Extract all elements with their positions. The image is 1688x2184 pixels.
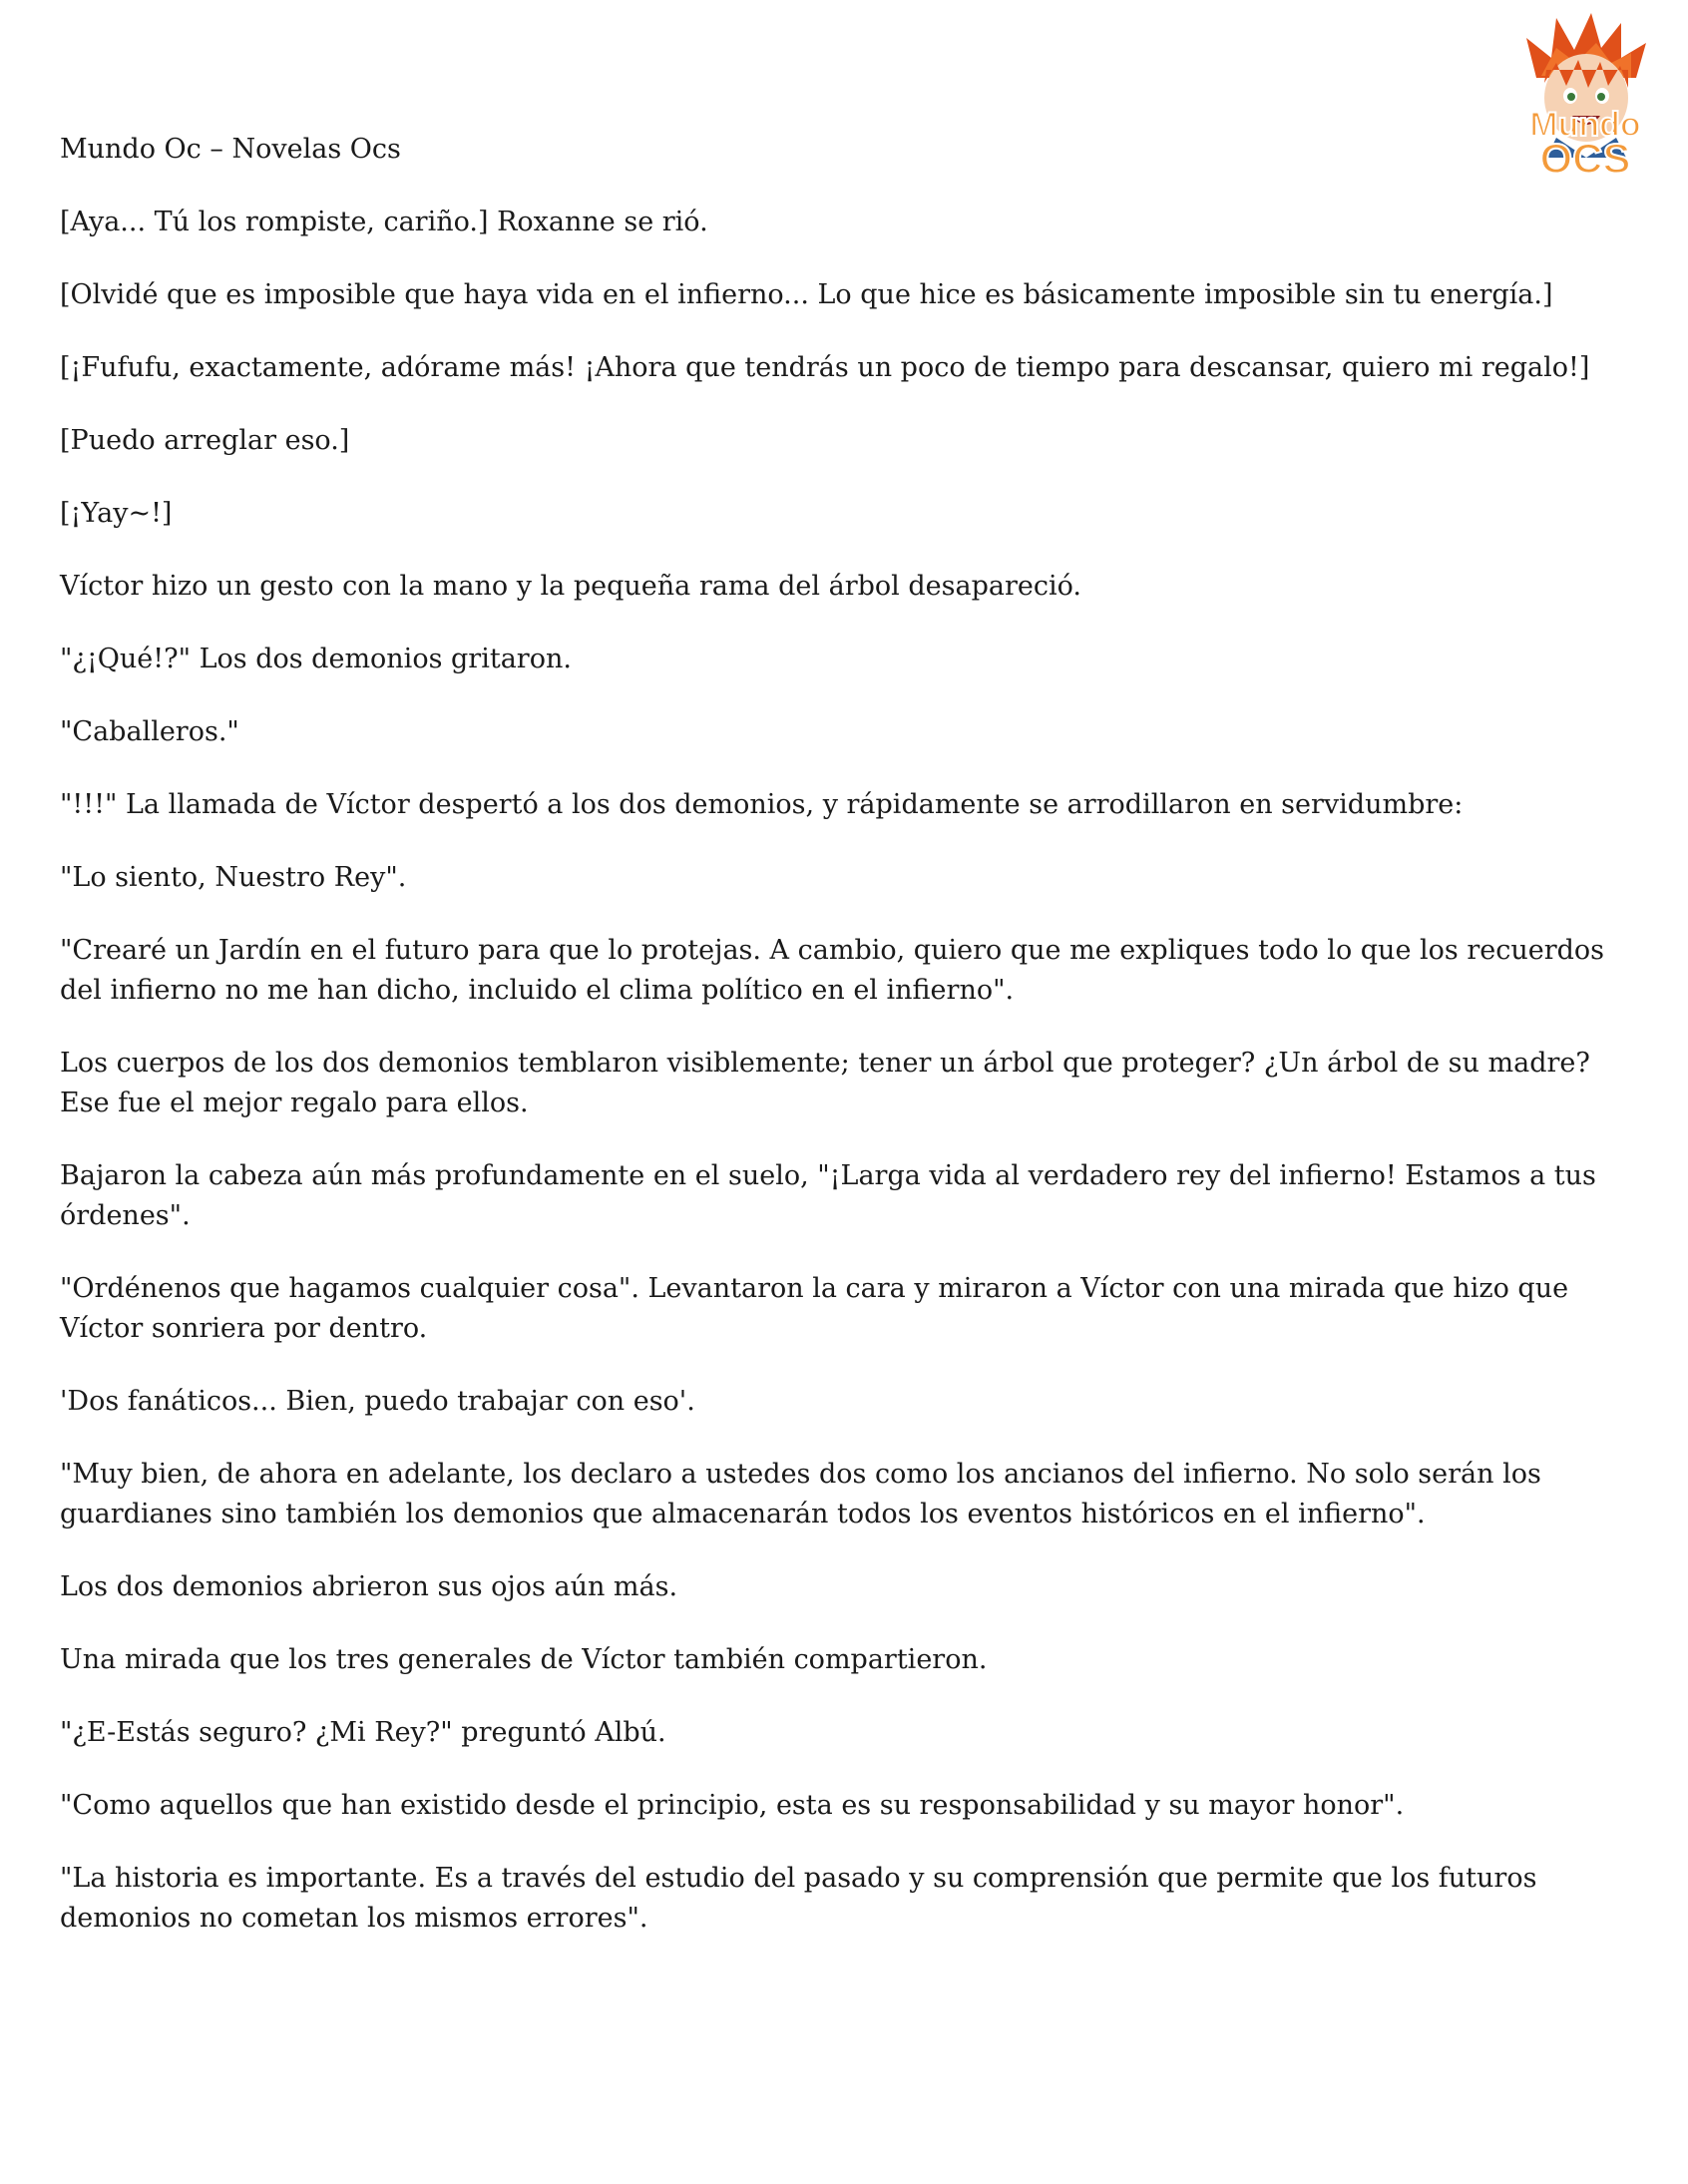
svg-text:Mundo: Mundo <box>1529 106 1641 144</box>
paragraph: [Puedo arreglar eso.] <box>60 425 350 456</box>
paragraph: "¿E-Estás seguro? ¿Mi Rey?" preguntó Albú. <box>60 1717 666 1748</box>
paragraph: "Como aquellos que han existido desde el principio, esta es su responsabilidad y su mayor honor". <box>60 1790 1405 1821</box>
paragraph: Una mirada que los tres generales de Víctor también compartieron. <box>60 1644 988 1675</box>
paragraph: Bajaron la cabeza aún más profundamente en el suelo, "¡Larga vida al verdadero rey del infierno! Estamos a tus órdenes". <box>60 1160 1596 1231</box>
paragraph: Los dos demonios abrieron sus ojos aún más. <box>60 1571 678 1602</box>
paragraph: "Ordénenos que hagamos cualquier cosa". Levantaron la cara y miraron a Víctor con una mirada que hizo que Víctor sonriera por dentro. <box>60 1273 1569 1344</box>
paragraph: [¡Yay~!] <box>60 498 173 529</box>
paragraph: "Lo siento, Nuestro Rey". <box>60 862 407 893</box>
document-body <box>60 130 1636 1971</box>
paragraph: [Aya... Tú los rompiste, cariño.] Roxanne se rió. <box>60 207 708 237</box>
paragraph: [Olvidé que es imposible que haya vida en el infierno... Lo que hice es básicamente imposible sin tu energía.] <box>60 279 1553 310</box>
paragraph: "Muy bien, de ahora en adelante, los declaro a ustedes dos como los ancianos del infierno. No solo serán los guardianes sino también los demonios que almacenarán todos los eventos históricos en el infierno". <box>60 1459 1541 1529</box>
svg-text:OCS: OCS <box>1539 135 1631 182</box>
site-title: Mundo Oc – Novelas Ocs <box>60 134 401 165</box>
paragraph: Los cuerpos de los dos demonios temblaron visiblemente; tener un árbol que proteger? ¿Un árbol de su madre? Ese fue el mejor regalo para ellos. <box>60 1048 1590 1118</box>
paragraph: Víctor hizo un gesto con la mano y la pequeña rama del árbol desapareció. <box>60 571 1081 602</box>
paragraph: "La historia es importante. Es a través del estudio del pasado y su comprensión que permite que los futuros demonios no cometan los mismos errores". <box>60 1863 1537 1934</box>
paragraph: "Caballeros." <box>60 716 239 747</box>
paragraph: "!!!" La llamada de Víctor despertó a los dos demonios, y rápidamente se arrodillaron en servidumbre: <box>60 789 1464 820</box>
paragraph: "¿¡Qué!?" Los dos demonios gritaron. <box>60 644 572 674</box>
paragraph: "Crearé un Jardín en el futuro para que lo protejas. A cambio, quiero que me expliques todo lo que los recuerdos del infierno no me han dicho, incluido el clima político en el infierno". <box>60 935 1605 1006</box>
paragraph: [¡Fufufu, exactamente, adórame más! ¡Ahora que tendrás un poco de tiempo para descansar, quiero mi regalo!] <box>60 352 1590 383</box>
paragraph: 'Dos fanáticos... Bien, puedo trabajar con eso'. <box>60 1386 695 1417</box>
